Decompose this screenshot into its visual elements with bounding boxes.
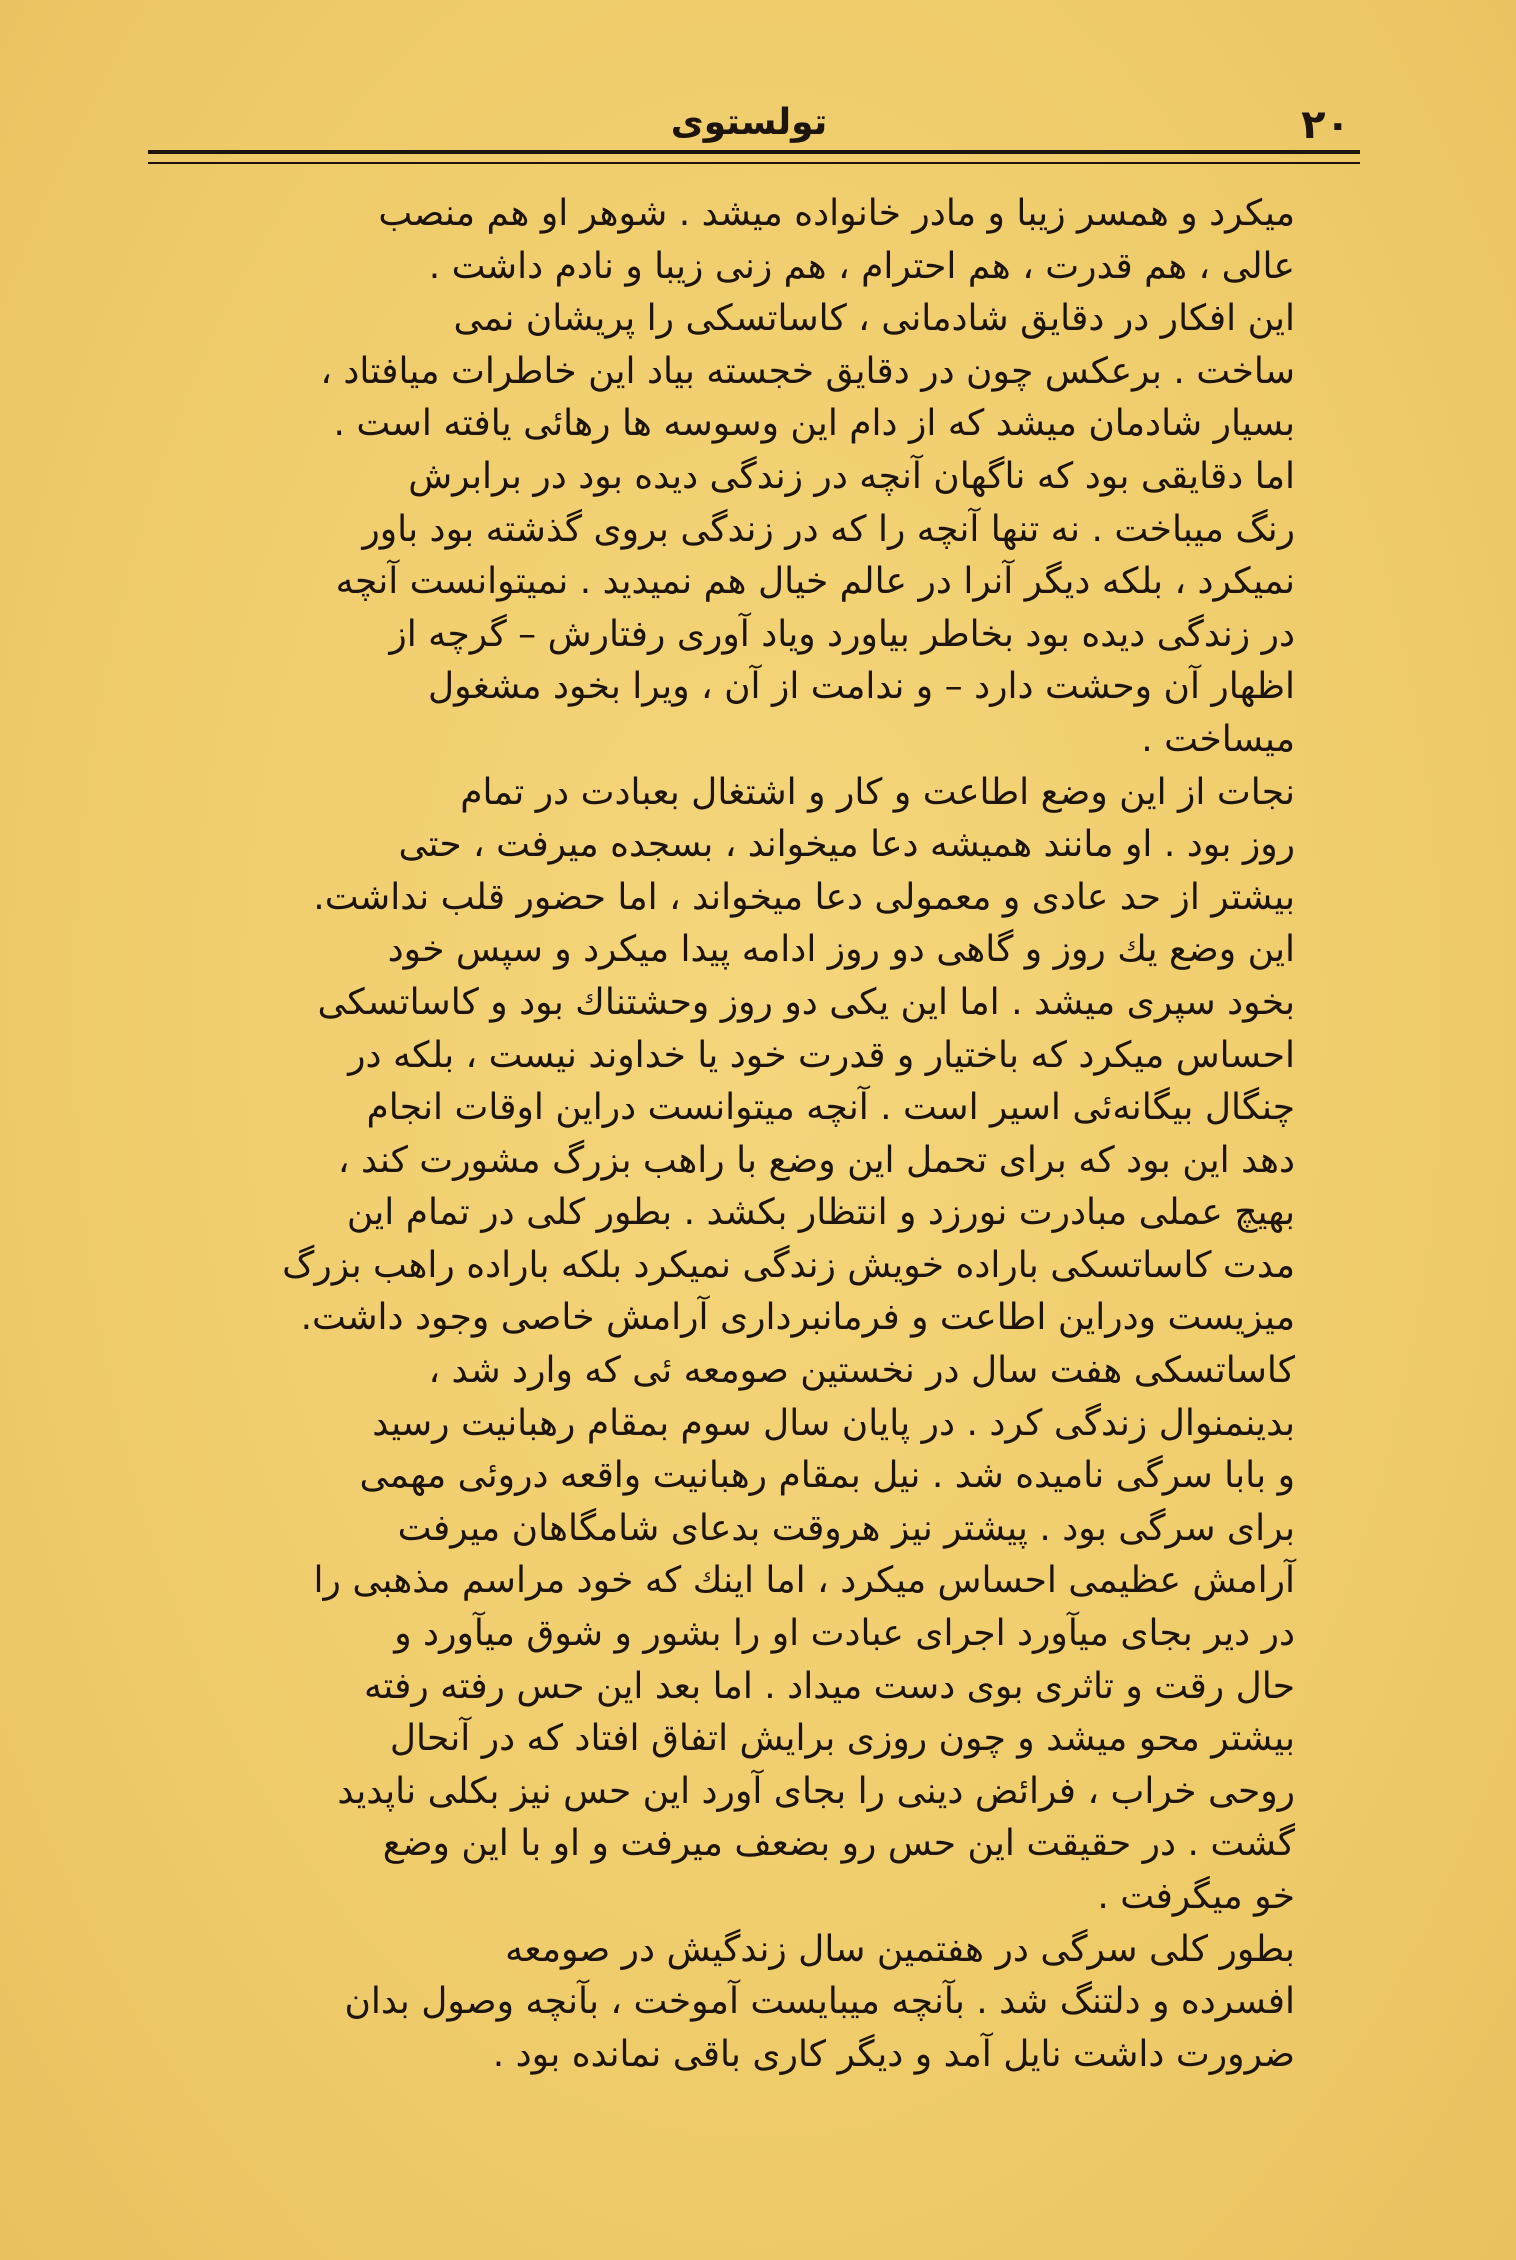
paragraph: نجات از این وضع اطاعت و کار و اشتغال بعبادت در تمام روز بود . او مانند همیشه دعا میخواند ، بسجده میرفت ، حتی بیشتر از حد عادی و معمولی دعا میخواند ، اما حضور قلب نداشت. این وضع یك روز و گاهی دو روز ادامه پیدا میکرد و سپس خود بخود سپری میشد . اما این یکی دو روز وحشتناك بود و کاساتسکی احساس میکرد که باختیار و قدرت خود یا خداوند نیست ، بلکه در چنگال بیگانه‌ئی اسیر است . آنچه میتوانست دراین اوقات انجام دهد این بود که برای تحمل این وضع با راهب بزرگ مشورت کند ، بهیچ عملی مبادرت نورزد و انتظار بکشد . بطور کلی در تمام این مدت کاساتسکی باراده خویش زندگی نمیکرد بلکه باراده راهب بزرگ میزیست ودراین اطاعت و فرمانبرداری آرامش خاصی وجود داشت. — [282, 771, 1295, 1339]
header-rule-thin — [148, 162, 1360, 164]
page-header — [140, 96, 1358, 156]
page-number: ۲۰ — [1301, 102, 1350, 148]
paragraph: میکرد و همسر زیبا و مادر خانواده میشد . شوهر او هم منصب عالی ، هم قدرت ، هم احترام ، هم زنی زیبا و نادم داشت . — [378, 193, 1295, 287]
paragraph: کاساتسکی هفت سال در نخستین صومعه ئی که وارد شد ، بدینمنوال زندگی کرد . در پایان سال سوم بمقام رهبانیت رسید و بابا سرگی نامیده شد . نیل بمقام رهبانیت واقعه دروئی مهمی برای سرگی بود . پیشتر نیز هروقت بدعای شامگاهان میرفت آرامش عظیمی احساس میکرد ، اما اینك که خود مراسم مذهبی را در دیر بجای میآورد اجرای عبادت او را بشور و شوق میآورد و حال رقت و تاثری بوی دست میداد . اما بعد این حس رفته رفته بیشتر محو میشد و چون روزی برایش اتفاق افتاد که در آنحال روحی خراب ، فرائض دینی را بجای آورد این حس نیز بکلی ناپدید گشت . در حقیقت این حس رو بضعف میرفت و او با این وضع خو میگرفت . — [313, 1350, 1295, 1917]
paragraph: بطور کلی سرگی در هفتمین سال زندگیش در صومعه افسرده و دلتنگ شد . بآنچه میبایست آموخت ، بآنچه وصول بدان ضرورت داشت نایل آمد و دیگر کاری باقی نمانده بود . — [344, 1928, 1295, 2075]
paragraph: این افکار در دقایق شادمانی ، کاساتسکی را پریشان نمی ساخت . برعکس چون در دقایق خجسته بیاد این خاطرات میافتاد ، بسیار شادمان میشد که از دام این وسوسه ها رهائی یافته است . اما دقایقی بود که ناگهان آنچه در زندگی دیده بود در برابرش رنگ میباخت . نه تنها آنچه را که در زندگی بروی گذشته بود باور نمیکرد ، بلکه دیگر آنرا در عالم خیال هم نمیدید . نمیتوانست آنچه در زندگی دیده بود بخاطر بیاورد ویاد آوری رفتارش – گرچه از اظهار آن وحشت دارد – و ندامت از آن ، ویرا بخود مشغول میساخت . — [320, 298, 1295, 760]
body-text — [145, 188, 1295, 2168]
header-rule-thick — [148, 150, 1360, 154]
running-head: تولستوی — [670, 102, 828, 143]
